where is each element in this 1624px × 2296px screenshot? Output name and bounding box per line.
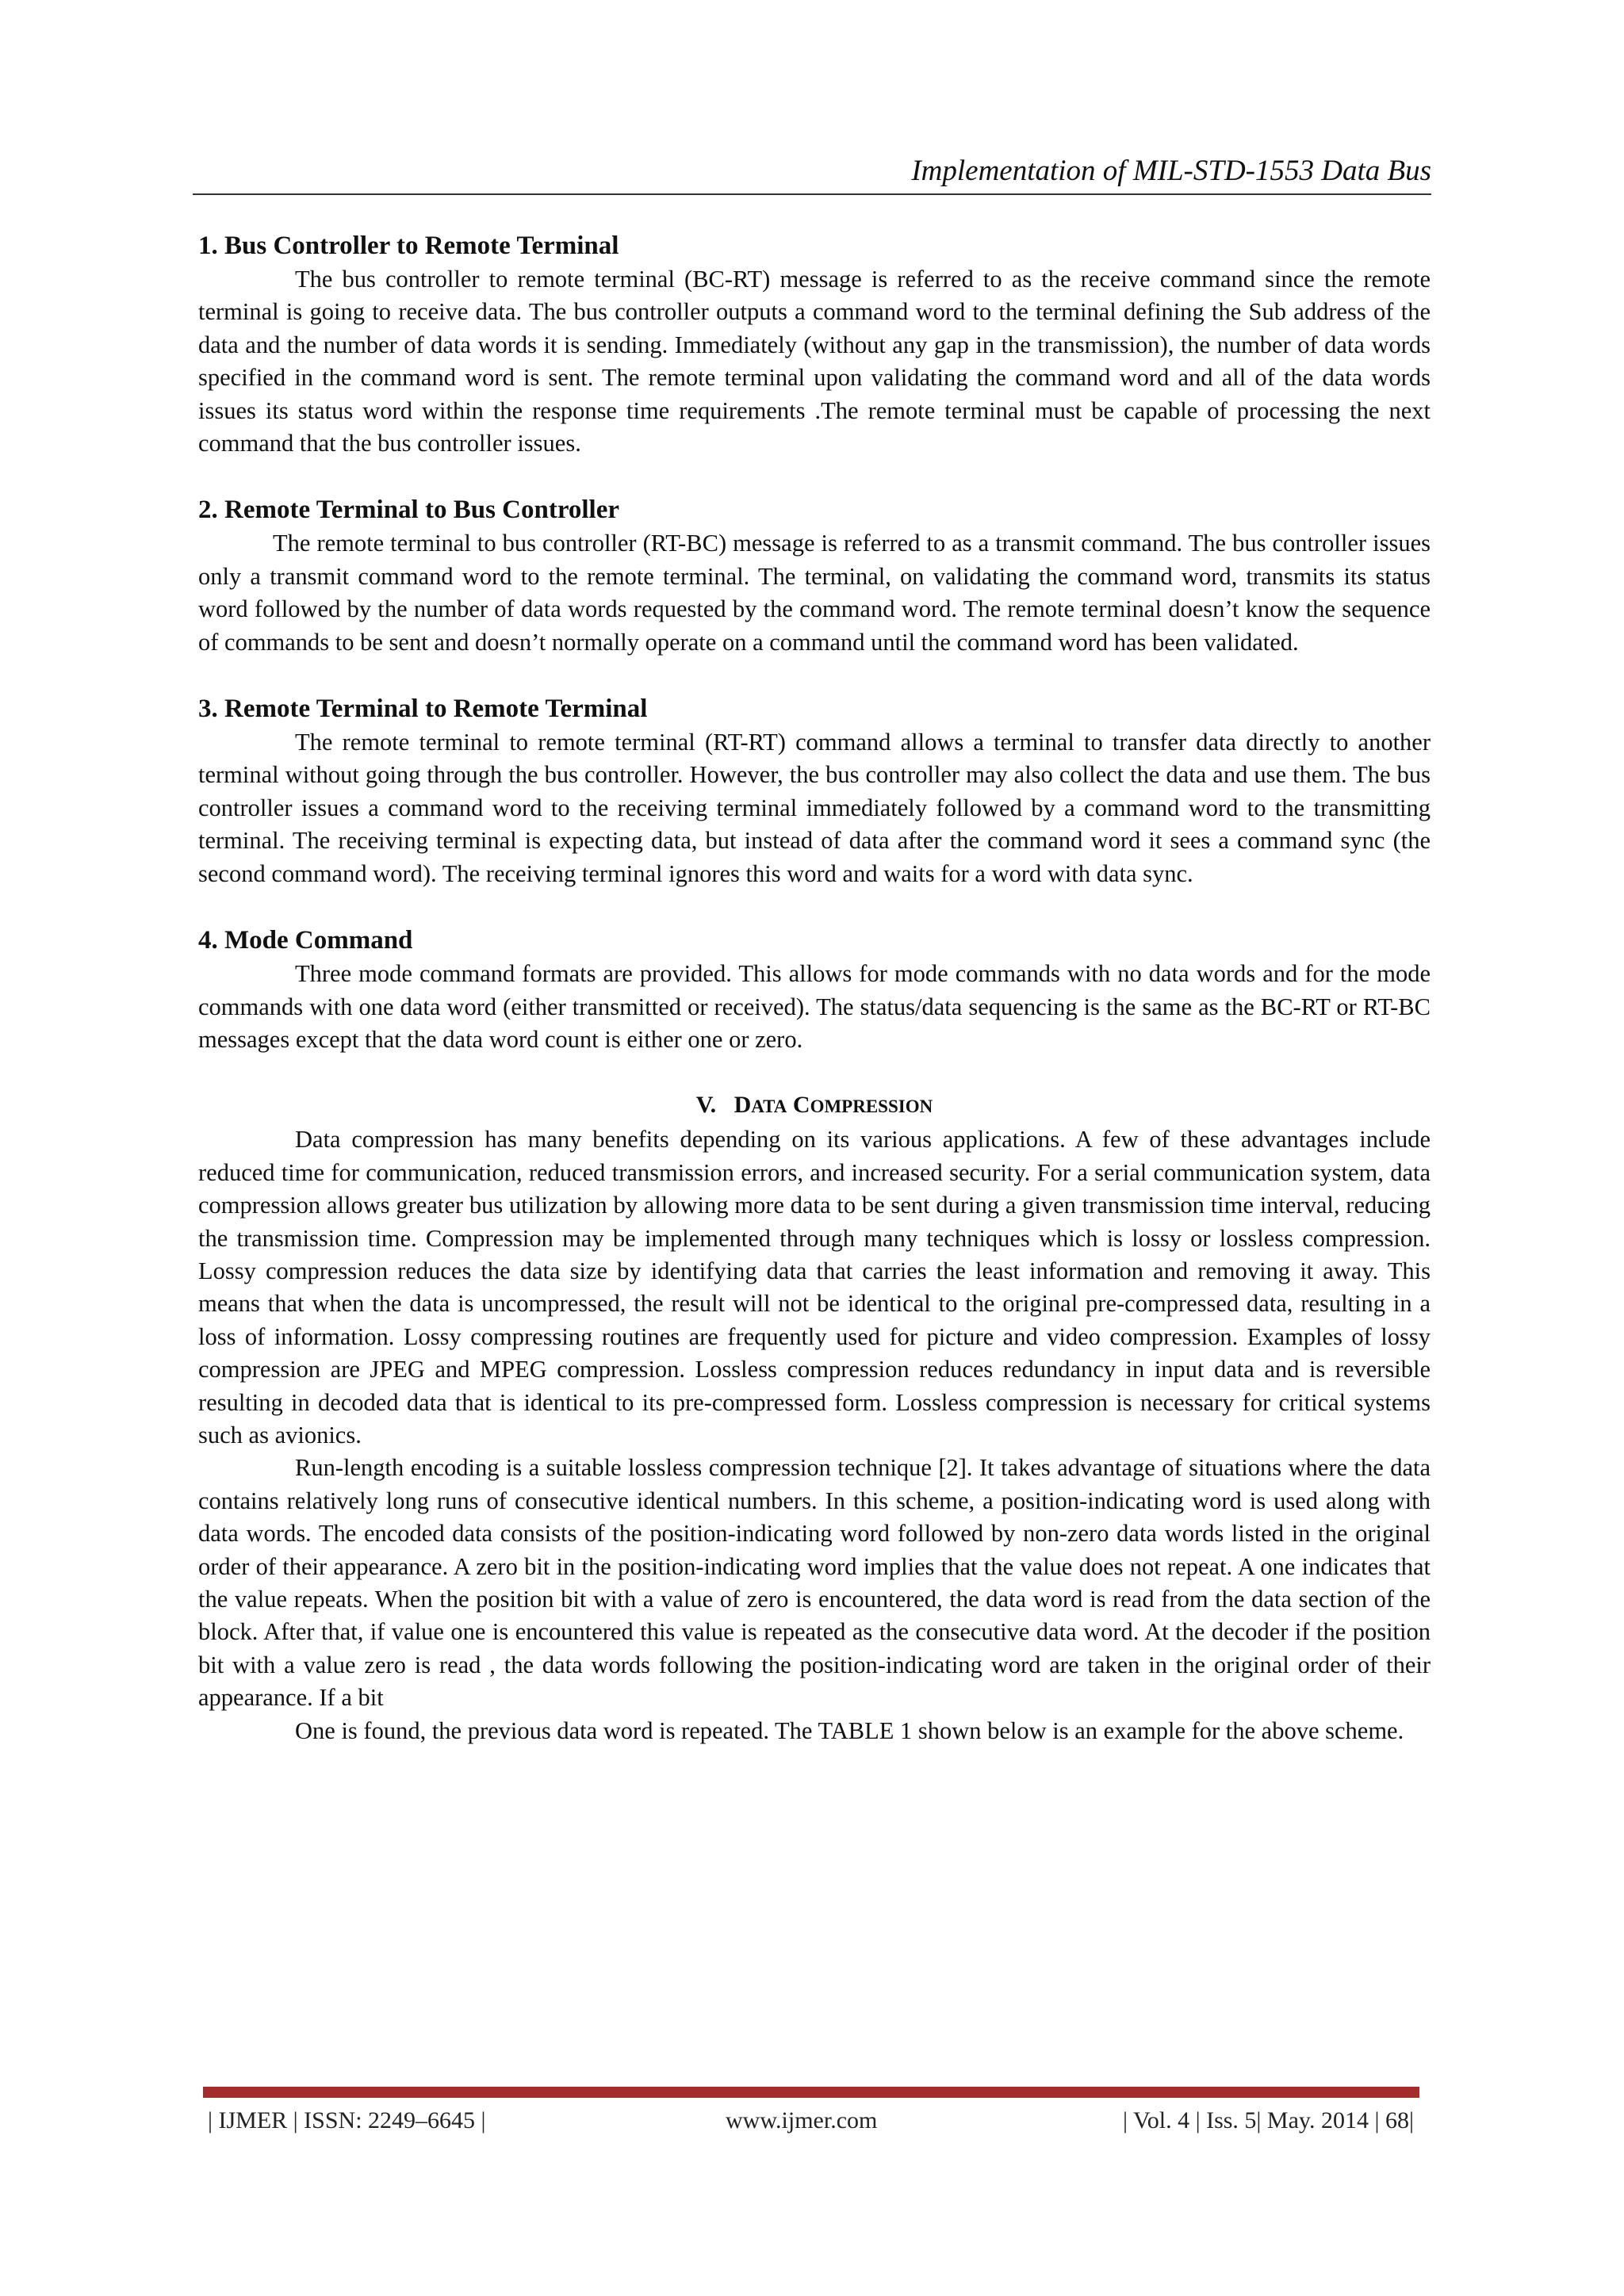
- paragraph-rt-to-rt: The remote terminal to remote terminal (RT-RT) command allows a terminal to transfer data directly to another terminal without going through the bus controller. However, the bus controller may also collect the data and use them. The bus controller issues a command word to the receiving terminal immediately followed by a command word to the transmitting terminal. The receiving terminal is expecting data, but instead of data after the command word it sees a command sync (the second command word). The receiving terminal ignores this word and waits for a word with data sync.: [198, 729, 1431, 887]
- page-body: [198, 228, 1431, 1747]
- heading-bc-to-rt: 1. Bus Controller to Remote Terminal: [198, 232, 619, 260]
- heading-rt-to-bc: 2. Remote Terminal to Bus Controller: [198, 496, 620, 525]
- paragraph-data-compression-1: Data compression has many benefits depending on its various applications. A few of these advantages include reduced time for communication, reduced transmission errors, and increased security. For a serial communication system, data compression allows greater bus utilization by allowing more data to be sent during a given transmission time interval, reducing the transmission time. Compression may be implemented through many techniques which is lossy or lossless compression. Lossy compression reduces the data size by identifying data that carries the least information and removing it away. This means that when the data is uncompressed, the result will not be identical to the original pre-compressed data, resulting in a loss of information. Lossy compressing routines are frequently used for picture and video compression. Examples of lossy compression are JPEG and MPEG compression. Lossless compression reduces redundancy in input data and is reversible resulting in decoded data that is identical to its pre-compressed form. Lossless compression is necessary for critical systems such as avionics.: [198, 1126, 1431, 1448]
- footer-website-link[interactable]: www.ijmer.com: [726, 2107, 878, 2133]
- section-title-data-compression: V. DATA COMPRESSION: [695, 1092, 933, 1119]
- paragraph-data-compression-2: Run-length encoding is a suitable lossless compression technique [2]. It takes advantage of situations where the data contains relatively long runs of consecutive identical numbers. In this scheme, a position-indicating word is used along with data words. The encoded data consists of the position-indicating word followed by non-zero data words listed in the original order of their appearance. A zero bit in the position-indicating word implies that the value does not repeat. A one indicates that the value repeats. When the position bit with a value of zero is encountered, the data word is read from the data section of the block. After that, if value one is encountered this value is repeated as the consecutive data word. At the decoder if the position bit with a value zero is read , the data words following the position-indicating word are taken in the original order of their appearance. If a bit: [198, 1454, 1431, 1712]
- heading-mode-command: 4. Mode Command: [198, 926, 413, 955]
- paragraph-bc-to-rt: The bus controller to remote terminal (BC-RT) message is referred to as the receive command since the remote terminal is going to receive data. The bus controller outputs a command word to the terminal defining the Sub address of the data and the number of data words it is sending. Immediately (without any gap in the transmission), the number of data words specified in the command word is sent. The remote terminal upon validating the command word and all of the data words issues its status word within the response time requirements .The remote terminal must be capable of processing the next command that the bus controller issues.: [198, 266, 1431, 457]
- paragraph-mode-command: Three mode command formats are provided. This allows for mode commands with no data words and for the mode commands with one data word (either transmitted or received). The status/data sequencing is the same as the BC-RT or RT-BC messages except that the data word count is either one or zero.: [198, 960, 1431, 1053]
- paragraph-rt-to-bc: The remote terminal to bus controller (RT-BC) message is referred to as a transmit command. The bus controller issues only a transmit command word to the remote terminal. The terminal, on validating the command word, transmits its status word followed by the number of data words requested by the command word. The remote terminal doesn’t know the sequence of commands to be sent and doesn’t normally operate on a command until the command word has been validated.: [198, 530, 1431, 656]
- footer-bar: [203, 2087, 1419, 2098]
- footer-journal-info: | IJMER | ISSN: 2249–6645 |: [208, 2107, 486, 2133]
- header-rule: [193, 193, 1431, 195]
- running-header-title: Implementation of MIL-STD-1553 Data Bus: [911, 155, 1431, 187]
- paragraph-data-compression-3: One is found, the previous data word is repeated. The TABLE 1 shown below is an example for the above scheme.: [295, 1716, 1404, 1744]
- heading-rt-to-rt: 3. Remote Terminal to Remote Terminal: [198, 695, 648, 724]
- footer-volume-info: | Vol. 4 | Iss. 5| May. 2014 | 68|: [1122, 2107, 1414, 2133]
